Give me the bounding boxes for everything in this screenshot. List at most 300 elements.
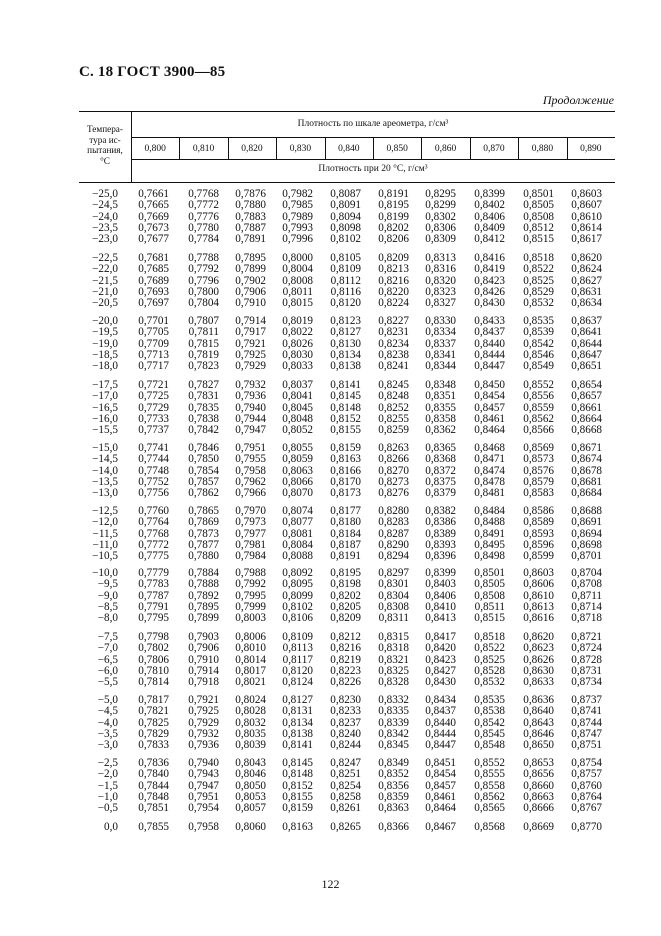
density-cell: 0,8028 <box>235 705 266 718</box>
density-cell: 0,8237 <box>330 716 361 729</box>
density-cell: 0,8389 <box>425 527 456 540</box>
density-cell: 0,8522 <box>474 642 505 655</box>
table-row <box>0 200 661 211</box>
density-cell: 0,7899 <box>188 612 219 625</box>
density-cell: 0,8081 <box>282 527 313 540</box>
density-cell: 0,8063 <box>282 464 313 477</box>
density-cell: 0,8657 <box>571 390 602 403</box>
table-row <box>0 361 661 372</box>
density-cell: 0,8508 <box>523 210 554 223</box>
density-cell: 0,7831 <box>188 390 219 403</box>
density-cell: 0,8399 <box>425 567 456 579</box>
temperature-cell: −8,5 <box>97 600 118 613</box>
density-cell: 0,8245 <box>378 379 409 391</box>
density-cell: 0,8365 <box>425 442 456 454</box>
density-cell: 0,7780 <box>188 221 219 234</box>
temperature-cell: −20,5 <box>92 297 118 310</box>
density-cell: 0,8654 <box>571 379 602 391</box>
density-cell: 0,8708 <box>571 578 602 591</box>
density-cell: 0,7936 <box>235 390 266 403</box>
density-cell: 0,8066 <box>282 475 313 488</box>
density-cell: 0,8558 <box>474 779 505 792</box>
density-cell: 0,8410 <box>425 600 456 613</box>
density-cell: 0,8674 <box>571 453 602 466</box>
density-cell: 0,8626 <box>523 653 554 666</box>
density-cell: 0,8651 <box>571 360 602 373</box>
density-cell: 0,8678 <box>571 464 602 477</box>
density-cell: 0,7721 <box>138 379 169 391</box>
density-cell: 0,8417 <box>425 631 456 643</box>
density-cell: 0,8234 <box>378 337 409 350</box>
column-divider <box>325 137 326 159</box>
density-cell: 0,8163 <box>282 821 313 833</box>
density-cell: 0,8478 <box>474 475 505 488</box>
density-cell: 0,8356 <box>378 779 409 792</box>
density-cell: 0,8744 <box>571 716 602 729</box>
table-row <box>0 327 661 338</box>
temperature-cell: −12,0 <box>92 516 118 529</box>
temperature-cell: −6,5 <box>97 653 118 666</box>
density-cell: 0,8656 <box>523 768 554 781</box>
density-cell: 0,8148 <box>330 401 361 414</box>
column-header: 0,860 <box>434 144 457 154</box>
density-cell: 0,7788 <box>188 252 219 264</box>
document-header: С. 18 ГОСТ 3900—85 <box>79 64 226 80</box>
temperature-cell: −11,0 <box>92 538 118 551</box>
density-cell: 0,8348 <box>425 379 456 391</box>
density-cell: 0,8320 <box>425 274 456 287</box>
density-cell: 0,7689 <box>138 274 169 287</box>
temperature-cell: −22,0 <box>92 263 118 276</box>
column-header: 0,870 <box>483 144 505 154</box>
density-cell: 0,8195 <box>330 567 361 579</box>
density-cell: 0,8155 <box>330 424 361 437</box>
density-cell: 0,7827 <box>188 379 219 391</box>
density-cell: 0,8321 <box>378 653 409 666</box>
density-cell: 0,8231 <box>378 326 409 339</box>
density-cell: 0,8202 <box>378 221 409 234</box>
density-cell: 0,8130 <box>330 337 361 350</box>
temperature-cell: −9,5 <box>97 578 118 591</box>
temperature-cell: −11,5 <box>92 527 118 540</box>
density-cell: 0,7869 <box>188 516 219 529</box>
density-cell: 0,7910 <box>188 653 219 666</box>
density-cell: 0,8481 <box>474 487 505 500</box>
column-divider <box>373 137 374 159</box>
column-header: 0,810 <box>192 144 215 154</box>
temperature-cell: −1,0 <box>97 790 118 803</box>
density-cell: 0,8427 <box>425 664 456 677</box>
density-cell: 0,7951 <box>188 790 219 803</box>
temperature-cell: −19,0 <box>92 337 118 350</box>
density-cell: 0,8266 <box>378 453 409 466</box>
density-cell: 0,8751 <box>571 739 602 752</box>
density-cell: 0,7996 <box>282 233 313 246</box>
density-cell: 0,8037 <box>282 379 313 391</box>
density-cell: 0,7988 <box>235 567 266 579</box>
density-cell: 0,8059 <box>282 453 313 466</box>
density-cell: 0,8000 <box>282 252 313 264</box>
density-cell: 0,8620 <box>571 252 602 264</box>
density-cell: 0,8698 <box>571 538 602 551</box>
density-cell: 0,7835 <box>188 401 219 414</box>
density-cell: 0,8295 <box>425 188 456 200</box>
density-cell: 0,8248 <box>378 390 409 403</box>
density-cell: 0,7973 <box>235 516 266 529</box>
density-cell: 0,8643 <box>523 716 554 729</box>
table-row <box>0 391 661 402</box>
density-cell: 0,8112 <box>330 274 361 287</box>
density-cell: 0,8244 <box>330 739 361 752</box>
density-cell: 0,8349 <box>378 757 409 769</box>
density-cell: 0,8508 <box>474 589 505 602</box>
temperature-cell: −21,5 <box>92 274 118 287</box>
density-cell: 0,8451 <box>425 757 456 769</box>
density-cell: 0,7862 <box>188 487 219 500</box>
density-cell: 0,8209 <box>378 252 409 264</box>
density-cell: 0,8187 <box>330 538 361 551</box>
temperature-cell: −15,0 <box>92 442 118 454</box>
density-cell: 0,8195 <box>378 199 409 212</box>
density-cell: 0,8548 <box>474 739 505 752</box>
density-cell: 0,7903 <box>188 631 219 643</box>
density-cell: 0,7815 <box>188 337 219 350</box>
density-cell: 0,8624 <box>571 263 602 276</box>
density-cell: 0,8498 <box>474 550 505 563</box>
temperature-cell: −20,0 <box>92 315 118 327</box>
density-cell: 0,8529 <box>523 285 554 298</box>
density-cell: 0,8309 <box>425 233 456 246</box>
density-cell: 0,8426 <box>474 285 505 298</box>
density-cell: 0,7693 <box>138 285 169 298</box>
column-header: 0,890 <box>580 144 602 154</box>
temperature-cell: −4,5 <box>97 705 118 718</box>
density-cell: 0,8653 <box>523 757 554 769</box>
table-row <box>0 803 661 814</box>
density-cell: 0,8265 <box>330 821 361 833</box>
density-cell: 0,8074 <box>282 505 313 517</box>
density-cell: 0,7925 <box>188 705 219 718</box>
density-cell: 0,7940 <box>235 401 266 414</box>
density-cell: 0,7944 <box>235 412 266 425</box>
density-cell: 0,8562 <box>523 412 554 425</box>
density-cell: 0,7851 <box>138 802 169 815</box>
density-cell: 0,8457 <box>425 779 456 792</box>
density-cell: 0,8423 <box>425 653 456 666</box>
density-cell: 0,8332 <box>378 694 409 706</box>
density-cell: 0,8447 <box>425 739 456 752</box>
density-cell: 0,8599 <box>523 550 554 563</box>
temperature-cell: −2,5 <box>97 757 118 769</box>
density-cell: 0,8041 <box>282 390 313 403</box>
density-cell: 0,8586 <box>523 505 554 517</box>
temperature-cell: −21,0 <box>92 285 118 298</box>
density-cell: 0,8620 <box>523 631 554 643</box>
density-cell: 0,8224 <box>378 297 409 310</box>
density-cell: 0,7848 <box>138 790 169 803</box>
density-cell: 0,8770 <box>571 821 602 833</box>
density-cell: 0,7669 <box>138 210 169 223</box>
density-cell: 0,8299 <box>425 199 456 212</box>
density-cell: 0,8409 <box>474 221 505 234</box>
density-cell: 0,8341 <box>425 348 456 361</box>
temperature-cell: −17,5 <box>92 379 118 391</box>
density-cell: 0,8576 <box>523 464 554 477</box>
density-cell: 0,8724 <box>571 642 602 655</box>
density-cell: 0,8024 <box>235 694 266 706</box>
density-cell: 0,7993 <box>282 221 313 234</box>
density-cell: 0,8556 <box>523 390 554 403</box>
density-cell: 0,8610 <box>571 210 602 223</box>
density-cell: 0,8603 <box>523 567 554 579</box>
density-cell: 0,8542 <box>474 716 505 729</box>
density-cell: 0,7940 <box>188 757 219 769</box>
density-cell: 0,8134 <box>330 348 361 361</box>
density-cell: 0,7989 <box>282 210 313 223</box>
density-cell: 0,7776 <box>188 210 219 223</box>
density-cell: 0,7764 <box>138 516 169 529</box>
temperature-cell: −5,5 <box>97 676 118 689</box>
density-cell: 0,8359 <box>378 790 409 803</box>
density-cell: 0,7795 <box>138 612 169 625</box>
density-cell: 0,8088 <box>282 550 313 563</box>
density-cell: 0,7925 <box>235 348 266 361</box>
table-row <box>0 298 661 309</box>
column-header: 0,800 <box>144 144 166 154</box>
density-cell: 0,7877 <box>188 538 219 551</box>
density-cell: 0,8087 <box>330 188 361 200</box>
density-cell: 0,8646 <box>523 727 554 740</box>
density-cell: 0,7932 <box>188 727 219 740</box>
density-cell: 0,7802 <box>138 642 169 655</box>
table-row <box>0 579 661 590</box>
density-cell: 0,7833 <box>138 739 169 752</box>
density-cell: 0,8180 <box>330 516 361 529</box>
density-cell: 0,7951 <box>235 442 266 454</box>
density-cell: 0,8227 <box>378 315 409 327</box>
density-cell: 0,8606 <box>523 578 554 591</box>
density-cell: 0,8026 <box>282 337 313 350</box>
density-cell: 0,8583 <box>523 487 554 500</box>
density-cell: 0,7665 <box>138 199 169 212</box>
density-cell: 0,8163 <box>330 453 361 466</box>
density-cell: 0,8379 <box>425 487 456 500</box>
density-cell: 0,8202 <box>330 589 361 602</box>
density-cell: 0,8120 <box>330 297 361 310</box>
density-cell: 0,8630 <box>523 664 554 677</box>
density-cell: 0,8138 <box>330 360 361 373</box>
density-cell: 0,8573 <box>523 453 554 466</box>
density-cell: 0,8623 <box>523 642 554 655</box>
density-cell: 0,8569 <box>523 442 554 454</box>
density-cell: 0,8358 <box>425 412 456 425</box>
density-cell: 0,8294 <box>378 550 409 563</box>
density-cell: 0,8113 <box>282 642 313 655</box>
temperature-cell: −7,0 <box>97 642 118 655</box>
density-cell: 0,8226 <box>330 676 361 689</box>
density-cell: 0,7800 <box>188 285 219 298</box>
density-cell: 0,8240 <box>330 727 361 740</box>
density-cell: 0,8301 <box>378 578 409 591</box>
density-cell: 0,8084 <box>282 538 313 551</box>
density-cell: 0,8318 <box>378 642 409 655</box>
density-cell: 0,7733 <box>138 412 169 425</box>
density-cell: 0,7895 <box>235 252 266 264</box>
density-cell: 0,7921 <box>235 337 266 350</box>
density-cell: 0,8488 <box>474 516 505 529</box>
density-cell: 0,8337 <box>425 337 456 350</box>
density-cell: 0,8440 <box>474 337 505 350</box>
density-cell: 0,8650 <box>523 739 554 752</box>
density-cell: 0,8579 <box>523 475 554 488</box>
density-cell: 0,7741 <box>138 442 169 454</box>
density-cell: 0,7681 <box>138 252 169 264</box>
density-cell: 0,8145 <box>282 757 313 769</box>
density-cell: 0,7775 <box>138 550 169 563</box>
density-cell: 0,8764 <box>571 790 602 803</box>
density-cell: 0,8532 <box>523 297 554 310</box>
density-cell: 0,8220 <box>378 285 409 298</box>
density-cell: 0,8258 <box>330 790 361 803</box>
density-cell: 0,8366 <box>378 821 409 833</box>
density-cell: 0,8263 <box>378 442 409 454</box>
density-cell: 0,8363 <box>378 802 409 815</box>
density-cell: 0,8077 <box>282 516 313 529</box>
table-row <box>0 822 661 833</box>
density-cell: 0,8607 <box>571 199 602 212</box>
density-cell: 0,7914 <box>188 664 219 677</box>
temperature-cell: −16,0 <box>92 412 118 425</box>
density-cell: 0,8155 <box>282 790 313 803</box>
density-cell: 0,8148 <box>282 768 313 781</box>
continuation-label: Продолжение <box>542 93 614 107</box>
density-cell: 0,8614 <box>571 221 602 234</box>
density-cell: 0,8704 <box>571 567 602 579</box>
temperature-cell: −3,0 <box>97 739 118 752</box>
density-cell: 0,8454 <box>425 768 456 781</box>
temp-caption-line: пытания, <box>87 145 123 156</box>
density-cell: 0,8060 <box>235 821 266 833</box>
density-cell: 0,8552 <box>474 757 505 769</box>
density-cell: 0,8728 <box>571 653 602 666</box>
table-row <box>0 613 661 624</box>
density-cell: 0,8209 <box>330 612 361 625</box>
density-cell: 0,8191 <box>378 188 409 200</box>
density-cell: 0,8003 <box>235 612 266 625</box>
density-cell: 0,8302 <box>425 210 456 223</box>
density-cell: 0,8637 <box>571 315 602 327</box>
density-cell: 0,8731 <box>571 664 602 677</box>
density-cell: 0,7977 <box>235 527 266 540</box>
density-cell: 0,8191 <box>330 550 361 563</box>
row-group <box>0 316 661 372</box>
density-cell: 0,7999 <box>235 600 266 613</box>
density-cell: 0,8368 <box>425 453 456 466</box>
density-cell: 0,8048 <box>282 412 313 425</box>
density-cell: 0,8416 <box>474 252 505 264</box>
temperature-cell: −17,0 <box>92 390 118 403</box>
density-cell: 0,8450 <box>474 379 505 391</box>
density-cell: 0,8754 <box>571 757 602 769</box>
density-cell: 0,8308 <box>378 600 409 613</box>
density-cell: 0,8518 <box>474 631 505 643</box>
density-cell: 0,7846 <box>188 442 219 454</box>
temperature-cell: −0,5 <box>97 802 118 815</box>
density-cell: 0,7725 <box>138 390 169 403</box>
density-cell: 0,8684 <box>571 487 602 500</box>
row-group <box>0 568 661 624</box>
density-cell: 0,8552 <box>523 379 554 391</box>
temperature-cell: −5,0 <box>97 694 118 706</box>
row-group <box>0 506 661 562</box>
temp-caption-line: °С <box>100 155 110 166</box>
density-cell: 0,7958 <box>188 821 219 833</box>
table-row <box>0 740 661 751</box>
density-cell: 0,8251 <box>330 768 361 781</box>
density-cell: 0,8006 <box>235 631 266 643</box>
density-cell: 0,7768 <box>138 527 169 540</box>
density-cell: 0,8032 <box>235 716 266 729</box>
density-cell: 0,8668 <box>571 424 602 437</box>
density-cell: 0,8134 <box>282 716 313 729</box>
density-cell: 0,7880 <box>188 550 219 563</box>
density-cell: 0,8660 <box>523 779 554 792</box>
density-cell: 0,7857 <box>188 475 219 488</box>
density-cell: 0,8603 <box>571 188 602 200</box>
density-cell: 0,8647 <box>571 348 602 361</box>
column-divider <box>518 137 519 159</box>
density-cell: 0,8471 <box>474 453 505 466</box>
density-cell: 0,8177 <box>330 505 361 517</box>
density-cell: 0,8440 <box>425 716 456 729</box>
density-cell: 0,8344 <box>425 360 456 373</box>
density-cell: 0,8664 <box>571 412 602 425</box>
density-cell: 0,8159 <box>330 442 361 454</box>
density-cell: 0,8011 <box>282 285 313 298</box>
density-cell: 0,8124 <box>282 676 313 689</box>
density-cell: 0,8535 <box>523 315 554 327</box>
density-cell: 0,7899 <box>235 263 266 276</box>
density-cell: 0,8316 <box>425 263 456 276</box>
page-number: 122 <box>321 877 340 891</box>
row-group <box>0 695 661 751</box>
density-cell: 0,8159 <box>282 802 313 815</box>
density-cell: 0,8325 <box>378 664 409 677</box>
density-cell: 0,8247 <box>330 757 361 769</box>
density-cell: 0,8098 <box>330 221 361 234</box>
density-cell: 0,8313 <box>425 252 456 264</box>
density-cell: 0,8206 <box>378 233 409 246</box>
temperature-cell: −8,0 <box>97 612 118 625</box>
density-cell: 0,8413 <box>425 612 456 625</box>
density-cell: 0,8362 <box>425 424 456 437</box>
density-cell: 0,8311 <box>378 612 409 625</box>
density-cell: 0,7825 <box>138 716 169 729</box>
density-cell: 0,8255 <box>378 412 409 425</box>
density-cell: 0,8671 <box>571 442 602 454</box>
density-cell: 0,8396 <box>425 550 456 563</box>
density-cell: 0,8694 <box>571 527 602 540</box>
density-cell: 0,8304 <box>378 589 409 602</box>
density-cell: 0,7768 <box>188 188 219 200</box>
temperature-cell: −24,5 <box>92 199 118 212</box>
density-cell: 0,8184 <box>330 527 361 540</box>
density-cell: 0,8437 <box>474 326 505 339</box>
density-cell: 0,7842 <box>188 424 219 437</box>
density-cell: 0,8525 <box>474 653 505 666</box>
density-cell: 0,8033 <box>282 360 313 373</box>
temperature-cell: −18,5 <box>92 348 118 361</box>
